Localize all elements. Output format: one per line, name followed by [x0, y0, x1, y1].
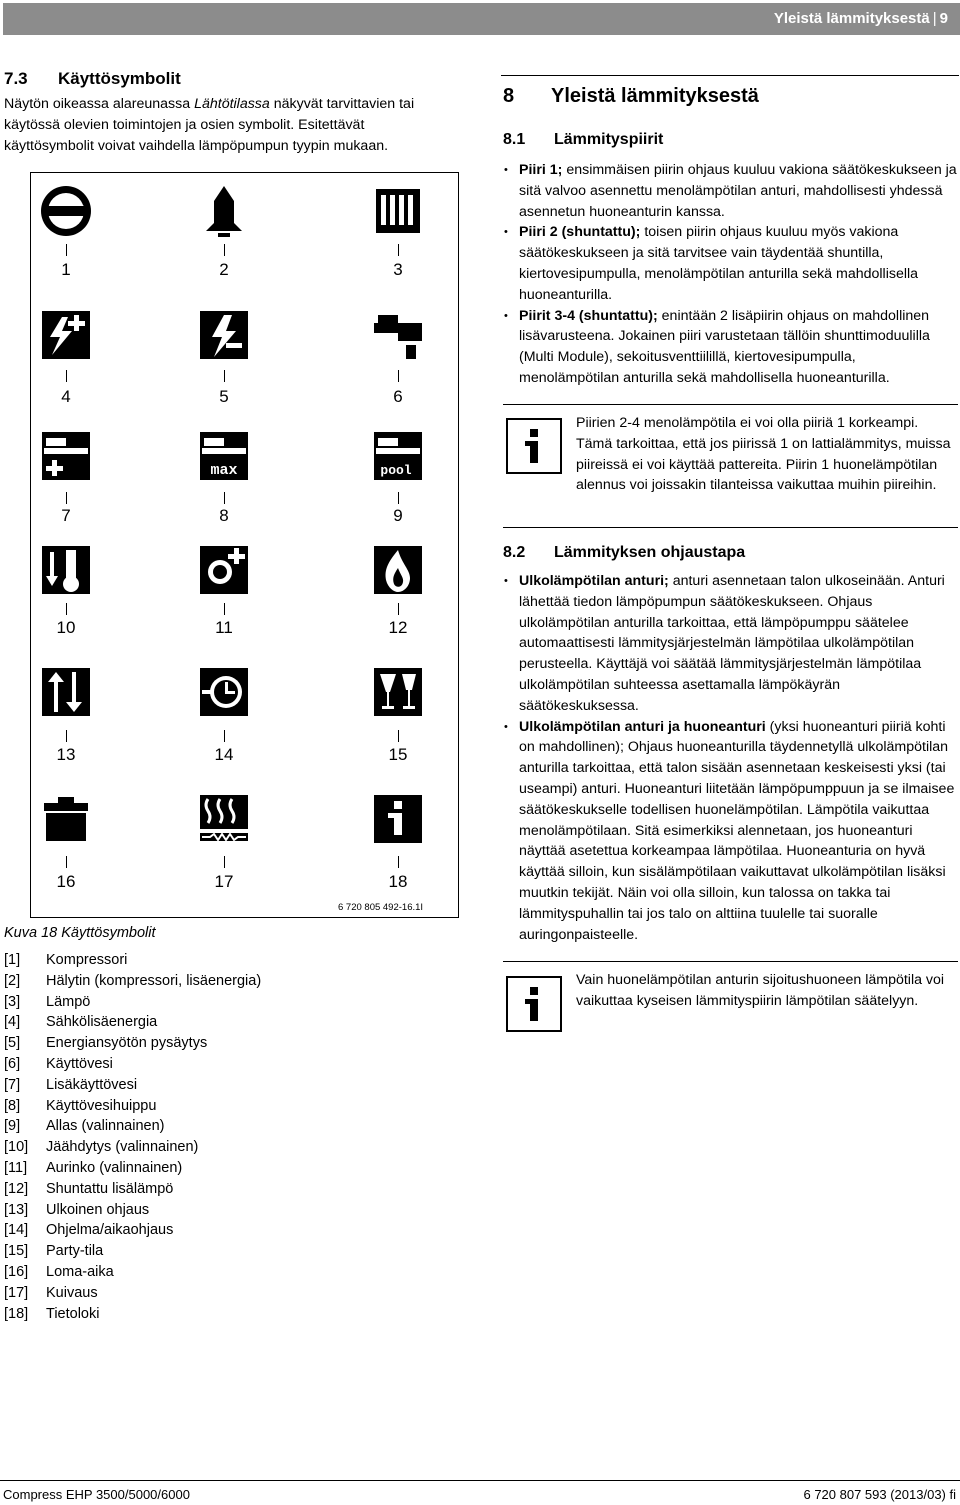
callout-tick: [66, 730, 67, 742]
footer-product: Compress EHP 3500/5000/6000: [3, 1487, 190, 1502]
legend-text: Sähkölisäenergia: [46, 1014, 158, 1031]
legend-text: Jäähdytys (valinnainen): [46, 1139, 199, 1156]
icon-number: 18: [388, 872, 408, 891]
callout-tick: [66, 370, 67, 382]
legend-ref: [6]: [4, 1055, 21, 1072]
legend-item: [4, 1241, 261, 1262]
intro-text-1: Näytön oikeassa alareunassa: [4, 96, 195, 112]
compressor-icon: [38, 183, 94, 239]
flame-icon: [370, 542, 426, 598]
page-number: 9: [939, 10, 948, 27]
legend-text: Shuntattu lisälämpö: [46, 1180, 174, 1197]
legend-item: [4, 1179, 261, 1200]
pool-icon: [370, 428, 426, 484]
callout-tick: [66, 856, 67, 868]
section-heading-8-1: [503, 131, 663, 149]
legend-item: [4, 1137, 261, 1158]
legend-text: Energiansyötön pysäytys: [46, 1035, 208, 1052]
legend-ref: [1]: [4, 952, 21, 968]
svg-text:pool: pool: [380, 463, 412, 478]
svg-text:max: max: [210, 462, 238, 479]
icon-number: 7: [61, 506, 71, 525]
legend-item: [4, 1054, 261, 1075]
section-number: 8.1: [503, 131, 526, 148]
external-control-icon: [38, 664, 94, 720]
bullet-item: [503, 160, 958, 222]
legend-text: Kompressori: [46, 952, 128, 968]
legend-ref: [7]: [4, 1076, 21, 1093]
legend-text: Aurinko (valinnainen): [46, 1159, 183, 1176]
icon-number: 8: [219, 506, 229, 525]
legend-ref: [2]: [4, 972, 21, 989]
legend-item: [4, 1220, 261, 1241]
bullet-term: Piirit 3-4 (shuntattu);: [519, 307, 658, 324]
icon-number: 12: [388, 618, 408, 637]
intro-paragraph: [4, 94, 434, 156]
callout-tick: [224, 370, 225, 382]
callout-tick: [224, 244, 225, 256]
figure-legend: [4, 950, 261, 1324]
bullet-item: [503, 571, 958, 717]
legend-ref: [12]: [4, 1180, 29, 1197]
icon-number: 10: [56, 618, 76, 637]
note-rule-top: [503, 404, 958, 405]
extra-hot-water-icon: [38, 428, 94, 484]
legend-text: Loma-aika: [46, 1263, 114, 1280]
radiator-heat-icon: [370, 183, 426, 239]
legend-text: Allas (valinnainen): [46, 1118, 165, 1135]
note-rule-top: [503, 961, 958, 962]
bullet-text: enintään 2 lisäpiirin ohjaus on mahdollinen lisävarusteena. Jokainen piiri varustetaan tällöin shunttimoduulilla (Multi Module), sekoitusventtiilillä, kiertovesipumpulla, menolämpötilan anturilla sekä mahdollisella huoneanturilla.: [519, 307, 930, 386]
legend-item: [4, 992, 261, 1013]
chapter-rule: [501, 75, 959, 76]
icon-number: 4: [61, 387, 71, 406]
info-icon: [370, 791, 426, 847]
icon-number: 11: [215, 618, 233, 637]
bullet-item: [503, 222, 958, 305]
solar-icon: [196, 542, 252, 598]
icon-number: 14: [214, 745, 234, 764]
icon-number: 9: [393, 506, 403, 525]
callout-tick: [224, 492, 225, 504]
callout-tick: [224, 603, 225, 615]
callout-tick: [66, 244, 67, 256]
callout-tick: [66, 603, 67, 615]
icon-number: 6: [393, 387, 403, 406]
section-title: Käyttösymbolit: [58, 69, 181, 88]
running-header: [774, 10, 948, 27]
note-text: Vain huonelämpötilan anturin sijoitushuoneen lämpötila voi vaikuttaa kyseisen lämmityspiirin lämpötilan säätelyyn.: [576, 972, 945, 1009]
legend-item: [4, 1116, 261, 1137]
bullet-item: [503, 306, 958, 389]
chapter-heading: [503, 85, 759, 108]
section-number: 7.3: [4, 69, 28, 88]
legend-item: [4, 1158, 261, 1179]
icon-number: 1: [61, 260, 71, 279]
icon-number: 15: [388, 745, 408, 764]
note-text: Piirien 2-4 menolämpötila ei voi olla piiriä 1 korkeampi. Tämä tarkoittaa, että jos piirissä 1 on lattialämmitys, muissa piireissä ei voi käyttää pattereita. Piirin 1 huonelämpötilan alennus voi joissakin tilanteissa vaikuttaa muihin piireihin.: [576, 415, 951, 494]
icon-number: 17: [214, 872, 234, 891]
legend-item: [4, 1012, 261, 1033]
legend-ref: [18]: [4, 1305, 29, 1322]
figure-code: 6 720 805 492-16.1I: [338, 902, 424, 913]
intro-text-2: näkyvät tarvittavien tai käytössä olevien toimintojen ja osien symbolit. Esitettävät käyttösymbolit voivat vaihdella lämpöpumpun tyypin mukaan.: [4, 96, 415, 154]
page-header-bar: [3, 3, 960, 35]
electric-heater-icon: [38, 307, 94, 363]
bell-alarm-icon: [196, 183, 252, 239]
legend-item: [4, 971, 261, 992]
legend-text: Tietoloki: [46, 1305, 100, 1322]
legend-ref: [10]: [4, 1139, 29, 1156]
hot-water-peak-icon: [196, 428, 252, 484]
callout-tick: [398, 730, 399, 742]
icon-number: 3: [393, 260, 403, 279]
bullet-text: anturi asennetaan talon ulkoseinään. Anturi lähettää tiedon lämpöpumpun säätökeskukseen. Ohjaus ulkolämpötilan anturilla tarkoittaa, että lämpöpumppu säätelee automaattisesti lämmitysjärjestelmän lämpötilaa ulkolämpötilan perusteella. Käyttäjä voi säätää lämmitysjärjestelmän lämpötilaa ulkolämpötilan suhteessa asettamalla lämpökäyrän säätökeskuksessa.: [519, 573, 945, 714]
bullet-term: Ulkolämpötilan anturi;: [519, 573, 669, 589]
header-section-title: Yleistä lämmityksestä: [773, 10, 930, 27]
legend-ref: [11]: [4, 1159, 28, 1176]
icon-number: 16: [56, 872, 76, 891]
section-title: Lämmityksen ohjaustapa: [554, 544, 746, 561]
cooling-thermometer-icon: [38, 542, 94, 598]
footer-rule: [0, 1480, 960, 1481]
callout-tick: [398, 370, 399, 382]
legend-text: Lämpö: [46, 993, 91, 1010]
clock-program-icon: [196, 664, 252, 720]
bullet-text: toisen piirin ohjaus kuuluu myös vakiona säätökeskukseen ja sitä tarvitsee vain täydentää shuntilla, kiertovesipumpulla, menolämpötilan anturilla sekä mahdollisella huoneanturilla.: [519, 224, 919, 303]
footer-doc-code: 6 720 807 593 (2013/03) fi: [803, 1487, 956, 1502]
power-block-icon: [196, 307, 252, 363]
legend-ref: [4]: [4, 1014, 21, 1031]
legend-ref: [16]: [4, 1263, 29, 1280]
header-separator: |: [932, 10, 937, 27]
suitcase-icon: [38, 791, 94, 847]
bullet-term: Ulkolämpötilan anturi ja huoneanturi: [519, 718, 766, 735]
drying-icon: [196, 791, 252, 847]
legend-ref: [9]: [4, 1118, 21, 1135]
section-heading-8-2: [503, 544, 745, 562]
legend-item: [4, 1033, 261, 1054]
callout-tick: [398, 603, 399, 615]
chapter-number: 8: [503, 85, 515, 107]
legend-ref: [17]: [4, 1284, 29, 1301]
heating-circuits-list: [503, 160, 958, 389]
party-glasses-icon: [370, 664, 426, 720]
legend-item: [4, 1075, 261, 1096]
icon-number: 2: [219, 260, 229, 279]
hot-water-tap-icon: [370, 307, 426, 363]
bullet-term: Piiri 2 (shuntattu);: [519, 224, 641, 241]
icon-number: 5: [219, 387, 229, 406]
control-method-list: [503, 571, 958, 945]
callout-tick: [398, 492, 399, 504]
callout-tick: [224, 730, 225, 742]
callout-tick: [224, 856, 225, 868]
icon-number: 13: [56, 745, 76, 764]
legend-text: Party-tila: [46, 1243, 104, 1260]
legend-text: Lisäkäyttövesi: [46, 1076, 138, 1093]
legend-text: Ulkoinen ohjaus: [46, 1201, 150, 1218]
legend-item: [4, 1304, 261, 1325]
callout-tick: [398, 244, 399, 256]
legend-ref: [15]: [4, 1243, 29, 1260]
note-rule-bottom: [503, 527, 958, 528]
callout-tick: [66, 492, 67, 504]
legend-text: Ohjelma/aikaohjaus: [46, 1222, 174, 1239]
legend-item: [4, 1283, 261, 1304]
callout-tick: [398, 856, 399, 868]
legend-ref: [13]: [4, 1201, 29, 1218]
section-heading-7-3: [4, 69, 181, 89]
legend-item: [4, 950, 261, 971]
intro-emphasis: Lähtötilassa: [194, 96, 270, 112]
info-icon: [506, 976, 562, 1032]
section-number: 8.2: [503, 544, 526, 561]
legend-item: [4, 1200, 261, 1221]
legend-item: [4, 1262, 261, 1283]
legend-item: [4, 1096, 261, 1117]
legend-ref: [8]: [4, 1097, 21, 1114]
legend-text: Käyttövesi: [46, 1055, 113, 1072]
figure-caption: Kuva 18 Käyttösymbolit: [4, 925, 156, 941]
legend-text: Käyttövesihuippu: [46, 1097, 157, 1114]
bullet-item: [503, 717, 958, 946]
bullet-text: ensimmäisen piirin ohjaus kuuluu vakiona säätökeskukseen ja sitä valvoo asennettu menolämpötilan anturi, mahdollisesti yhdessä asennetun huoneanturin kanssa.: [519, 162, 957, 220]
section-title: Lämmityspiirit: [554, 131, 664, 148]
info-icon: [506, 418, 562, 474]
legend-ref: [14]: [4, 1222, 29, 1239]
bullet-text: (yksi huoneanturi piiriä kohti on mahdollinen); Ohjaus huoneanturilla täydennetyllä ulkolämpötilan anturilla tarkoittaa, että talon sisään asennetaan keskeisesti yksi (tai useampi) anturi. Huoneanturi liitetään lämpöpumppuun ja se ilmaisee säätökeskukselle todellisen huonelämpötilan. Lämpötila vaikuttaa menolämpötilaan. Sitä esimerkiksi alennetaan, jos huoneanturi näyttää asetettua korkeampaa lämpötilaa. Huoneanturia on hyvä käyttää silloin, kun sisälämpötilaan vaikuttavat ulkolämpötilan lisäksi muutkin tekijät. Näin voi olla silloin, kun talossa on takka tai lämmityspuhallin tai jos talo on alttiina tuulelle tai suoralle auringonpaisteelle.: [519, 718, 955, 943]
bullet-term: Piiri 1;: [519, 162, 563, 178]
legend-ref: [3]: [4, 993, 21, 1010]
chapter-title: Yleistä lämmityksestä: [551, 85, 759, 107]
legend-ref: [5]: [4, 1035, 21, 1052]
legend-text: Hälytin (kompressori, lisäenergia): [46, 972, 262, 989]
legend-text: Kuivaus: [46, 1284, 98, 1301]
